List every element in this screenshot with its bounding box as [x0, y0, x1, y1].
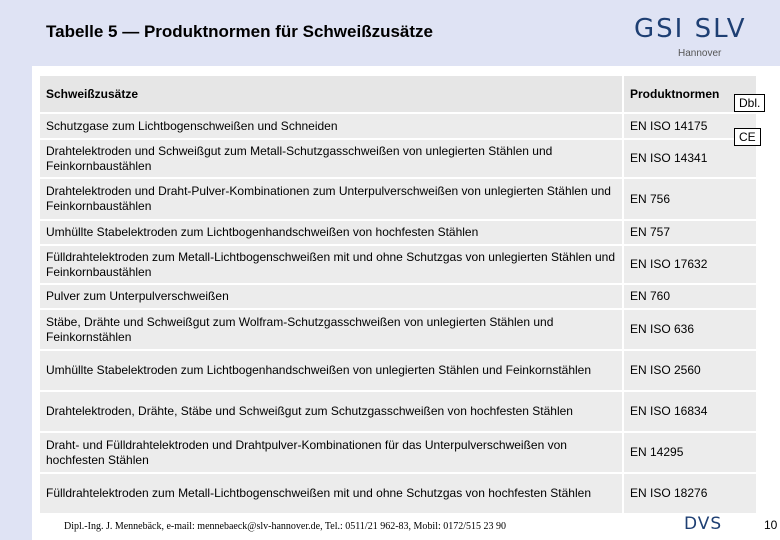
row-standard: EN ISO 14175 [623, 113, 757, 139]
slide-header [0, 0, 780, 66]
table-row [39, 473, 757, 514]
table-row [39, 139, 757, 178]
table-row [39, 178, 757, 220]
row-description: Drahtelektroden, Drähte, Stäbe und Schweißgut zum Schutzgasschweißen von hochfesten Stählen [39, 391, 623, 432]
row-description: Drahtelektroden und Draht-Pulver-Kombinationen zum Unterpulverschweißen von unlegierten Stählen und Feinkornbaustählen [39, 178, 623, 220]
row-standard: EN ISO 18276 [623, 473, 757, 514]
logo-sub-text: Hannover [678, 48, 722, 59]
row-description: Umhüllte Stabelektroden zum Lichtbogenhandschweißen von hochfesten Stählen [39, 220, 623, 245]
row-standard: EN ISO 636 [623, 309, 757, 350]
row-description: Draht- und Fülldrahtelektroden und Drahtpulver-Kombinationen für das Unterpulverschweißen von hochfesten Stählen [39, 432, 623, 473]
row-standard: EN ISO 16834 [623, 391, 757, 432]
row-standard: EN 760 [623, 284, 757, 309]
gsi-slv-logo [630, 14, 748, 64]
table-row [39, 113, 757, 139]
page-number: 10 [764, 518, 778, 532]
table-row [39, 245, 757, 284]
left-accent-bar [0, 66, 32, 540]
table-row [39, 309, 757, 350]
table-row [39, 350, 757, 391]
logo-main-text: GSI SLV [634, 14, 747, 44]
header-product-standards: Produktnormen [623, 75, 757, 113]
row-standard: EN ISO 17632 [623, 245, 757, 284]
table-row [39, 391, 757, 432]
header-filler-metals: Schweißzusätze [39, 75, 623, 113]
row-standard: EN ISO 14341 [623, 139, 757, 178]
slide-title: Tabelle 5 — Produktnormen für Schweißzusätze [46, 22, 433, 41]
row-standard: EN 756 [623, 178, 757, 220]
row-description: Drahtelektroden und Schweißgut zum Metall-Schutzgasschweißen von unlegierten Stählen und Feinkornbaustählen [39, 139, 623, 178]
dbl-badge: Dbl. [734, 94, 765, 112]
ce-badge: CE [734, 128, 761, 146]
row-description: Fülldrahtelektroden zum Metall-Lichtbogenschweißen mit und ohne Schutzgas von hochfesten Stählen [39, 473, 623, 514]
row-description: Stäbe, Drähte und Schweißgut zum Wolfram-Schutzgasschweißen von unlegierten Stählen und Feinkornstählen [39, 309, 623, 350]
row-description: Umhüllte Stabelektroden zum Lichtbogenhandschweißen von unlegierten Stählen und Feinkornstählen [39, 350, 623, 391]
row-standard: EN 757 [623, 220, 757, 245]
standards-table [38, 74, 744, 515]
row-description: Schutzgase zum Lichtbogenschweißen und Schneiden [39, 113, 623, 139]
dvs-logo: DVS [684, 514, 723, 534]
table-row [39, 432, 757, 473]
row-standard: EN 14295 [623, 432, 757, 473]
table-row [39, 220, 757, 245]
table-header-row [39, 75, 757, 113]
table-row [39, 284, 757, 309]
row-description: Fülldrahtelektroden zum Metall-Lichtbogenschweißen mit und ohne Schutzgas von unlegierten Stählen und Feinkornbaustählen [39, 245, 623, 284]
row-standard: EN ISO 2560 [623, 350, 757, 391]
footer-contact: Dipl.-Ing. J. Mennebäck, e-mail: mennebaeck@slv-hannover.de, Tel.: 0511/21 962-83, Mobil: 0172/515 23 90 [64, 521, 507, 532]
row-description: Pulver zum Unterpulverschweißen [39, 284, 623, 309]
